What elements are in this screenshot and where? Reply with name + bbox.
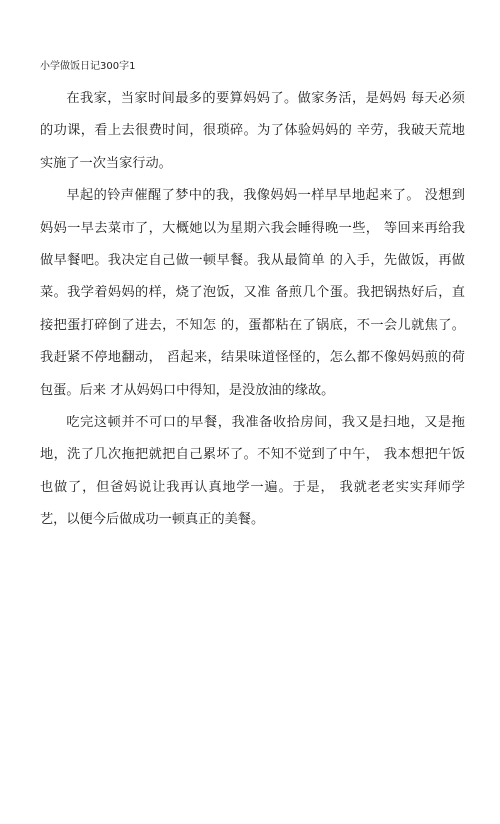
paragraph-3: 吃完这顿并不可口的早餐，我准备收拾房间，我又是扫地，又是拖地，洗了几次拖把就把自己累坏了。不知不觉到了中午， 我本想把午饭也做了，但爸妈说让我再认真地学一遍。于是， 我就老老实实拜师学艺，以便今后做成功一顿真正的美餐。 [40,415,465,528]
paragraph-2: 早起的铃声催醒了梦中的我，我像妈妈一样早早地起来了。 没想到妈妈一早去菜市了，大概她以为星期六我会睡得晚一些， 等回来再给我做早餐吧。我决定自己做一顿早餐。我从最简单 的入手，先做饭，再做菜。我学着妈妈的样，烧了泡饭，又准 备煎几个蛋。我把锅热好后，直接把蛋打碎倒了进去，不知怎 的，蛋都粘在了锅底，不一会儿就焦了。我赶紧不停地翻动， 舀起来，结果味道怪怪的，怎么都不像妈妈煎的荷包蛋。后来 才从妈妈口中得知，是没放油的缘故。 [40,188,465,398]
document-title: 小学做饭日记300字1 [40,61,136,72]
paragraph-1: 在我家，当家时间最多的要算妈妈了。做家务活，是妈妈 每天必须的功课，看上去很费时间，很琐碎。为了体验妈妈的 辛劳，我破天荒地实施了一次当家行动。 [40,91,465,171]
document-body [40,83,465,537]
